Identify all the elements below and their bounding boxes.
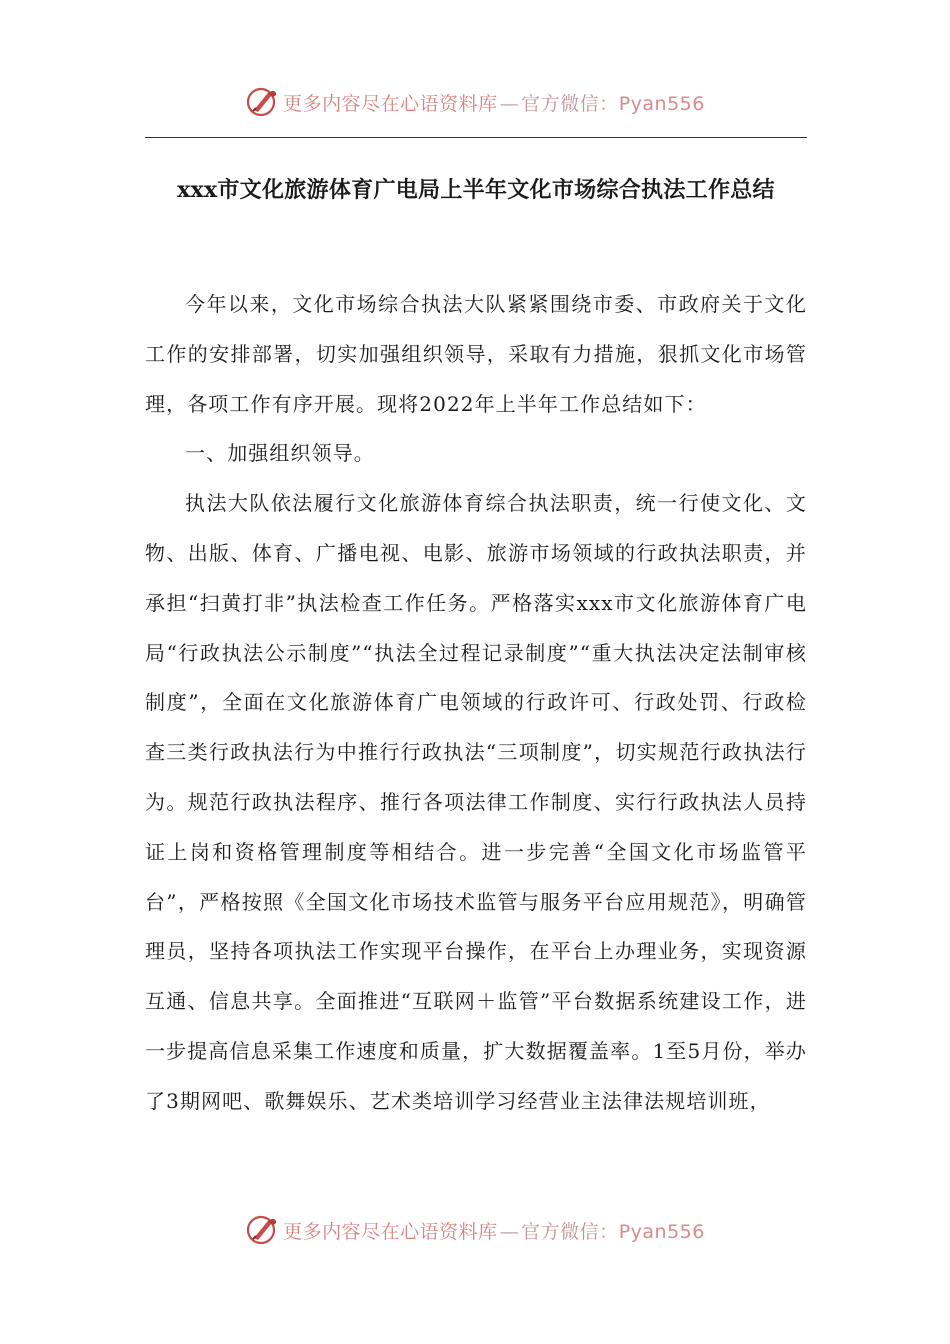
- paragraph-intro: 今年以来，文化市场综合执法大队紧紧围绕市委、市政府关于文化工作的安排部署，切实加强组织领导，采取有力措施，狠抓文化市场管理，各项工作有序开展。现将2022年上半年工作总结如下：: [145, 292, 807, 416]
- header-brand: 更多内容尽在心语资料库: [283, 92, 498, 115]
- section-heading-1: 一、加强组织领导。: [185, 441, 375, 466]
- header-divider: [145, 137, 807, 138]
- header-wechat-handle: Pyan556: [618, 92, 705, 115]
- quill-logo-icon: [245, 85, 279, 119]
- footer-wechat-handle: Pyan556: [618, 1220, 705, 1243]
- header-banner-text: [283, 89, 705, 116]
- header-separator: —: [499, 92, 520, 115]
- footer-brand: 更多内容尽在心语资料库: [283, 1220, 498, 1243]
- quill-logo-icon: [245, 1213, 279, 1247]
- header-banner: [0, 80, 950, 124]
- document-body: [145, 280, 807, 1127]
- footer-banner-text: [283, 1217, 705, 1244]
- footer-separator: —: [499, 1220, 520, 1243]
- header-contact-label: 官方微信：: [521, 92, 619, 115]
- footer-banner: [0, 1208, 950, 1252]
- footer-contact-label: 官方微信：: [521, 1220, 619, 1243]
- document-title: xxx市文化旅游体育广电局上半年文化市场综合执法工作总结: [177, 177, 775, 203]
- paragraph-section-1: 执法大队依法履行文化旅游体育综合执法职责，统一行使文化、文物、出版、体育、广播电视、电影、旅游市场领域的行政执法职责，并承担“扫黄打非”执法检查工作任务。严格落实xxx市文化旅游体育广电局“行政执法公示制度”“执法全过程记录制度”“重大执法决定法制审核制度”，全面在文化旅游体育广电领域的行政许可、行政处罚、行政检查三类行政执法行为中推行行政执法“三项制度”，切实规范行政执法行为。规范行政执法程序、推行各项法律工作制度、实行行政执法人员持证上岗和资格管理制度等相结合。进一步完善“全国文化市场监管平台”，严格按照《全国文化市场技术监管与服务平台应用规范》，明确管理员，坚持各项执法工作实现平台操作，在平台上办理业务，实现资源互通、信息共享。全面推进“互联网＋监管”平台数据系统建设工作，进一步提高信息采集工作速度和质量，扩大数据覆盖率。1至5月份，举办了3期网吧、歌舞娱乐、艺术类培训学习经营业主法律法规培训班，: [145, 491, 807, 1113]
